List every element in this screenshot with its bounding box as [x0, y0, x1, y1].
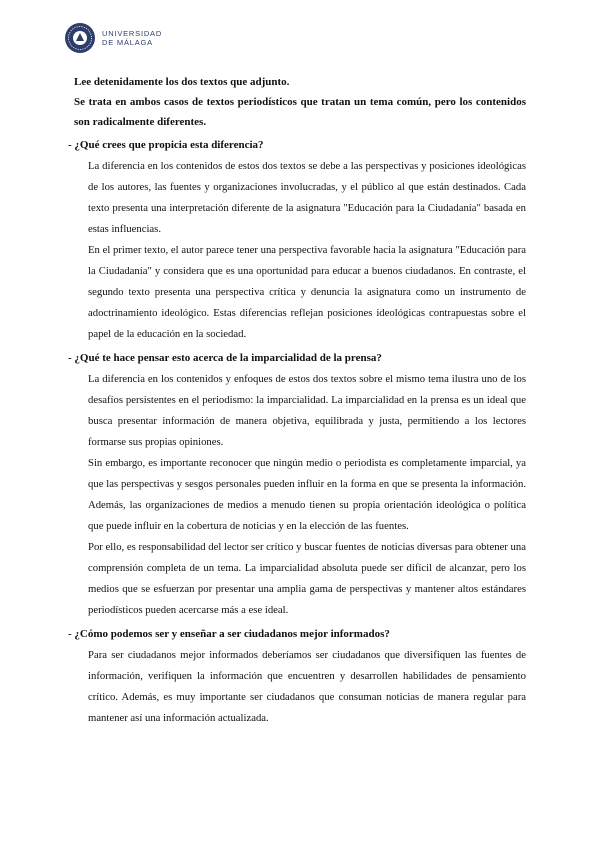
section-1: [68, 136, 526, 345]
answer-paragraph: La diferencia en los contenidos de estos dos textos se debe a las perspectivas y posiciones ideológicas de los autores, las fuentes y organizaciones involucradas, y el público al que están destinados. Cada texto presenta una interpretación diferente de la asignatura "Educación para la Ciudadanía" basada en estas influencias.: [88, 160, 526, 235]
intro-instruction: Lee detenidamente los dos textos que adjunto.: [74, 76, 290, 88]
answer-paragraph: Para ser ciudadanos mejor informados deberíamos ser ciudadanos que diversifiquen las fuentes de información, verifiquen la información que encuentren y desarrollen habilidades de pensamiento crítico. Además, es muy importante ser ciudadanos que consuman noticias de manera regular para mantener así una información actualizada.: [88, 649, 526, 724]
answer-paragraph: Sin embargo, es importante reconocer que ningún medio o periodista es completamente imparcial, ya que las perspectivas y sesgos personales pueden influir en la forma en que se presenta la información. Además, las organizaciones de medios a menudo tienen su propia orientación ideológica o política que puede influir en la cobertura de noticias y en la elección de las fuentes.: [88, 457, 526, 532]
university-seal-icon: [64, 22, 96, 54]
section-3: [68, 625, 526, 729]
section-2: [68, 349, 526, 621]
question-heading: - ¿Qué crees que propicia esta diferencia?: [68, 139, 264, 151]
logo-text: [102, 29, 162, 47]
question-heading: - ¿Qué te hace pensar esto acerca de la imparcialidad de la prensa?: [68, 352, 382, 364]
logo-line-2: DE MÁLAGA: [102, 38, 153, 47]
intro-description: Se trata en ambos casos de textos periodísticos que tratan un tema común, pero los contenidos son radicalmente diferentes.: [74, 96, 526, 128]
university-logo: [64, 18, 214, 58]
document-body: [68, 72, 526, 729]
answer-paragraph: La diferencia en los contenidos y enfoques de estos dos textos sobre el mismo tema ilustra uno de los desafíos persistentes en el periodismo: la imparcialidad. La imparcialidad en la prensa es un ideal que busca presentar información de manera objetiva, equilibrada y justa, permitiendo a los lectores formarse sus propias opiniones.: [88, 373, 526, 448]
answer-paragraph: Por ello, es responsabilidad del lector ser crítico y buscar fuentes de noticias diversas para obtener una comprensión completa de un tema. La imparcialidad absoluta puede ser difícil de alcanzar, pero los medios que se esfuerzan por presentar una amplia gama de perspectivas y mantener altos estándares periodísticos pueden acercarse más a ese ideal.: [88, 541, 526, 616]
logo-line-1: UNIVERSIDAD: [102, 29, 163, 38]
answer-paragraph: En el primer texto, el autor parece tener una perspectiva favorable hacia la asignatura "Educación para la Ciudadanía" y considera que es una oportunidad para educar a buenos ciudadanos. En contraste, el segundo texto presenta una perspectiva crítica y denuncia la asignatura como un instrumento de adoctrinamiento ideológico. Estas diferencias reflejan posiciones ideológicas contrapuestas sobre el papel de la educación en la sociedad.: [88, 244, 526, 340]
question-heading: - ¿Cómo podemos ser y enseñar a ser ciudadanos mejor informados?: [68, 628, 390, 640]
